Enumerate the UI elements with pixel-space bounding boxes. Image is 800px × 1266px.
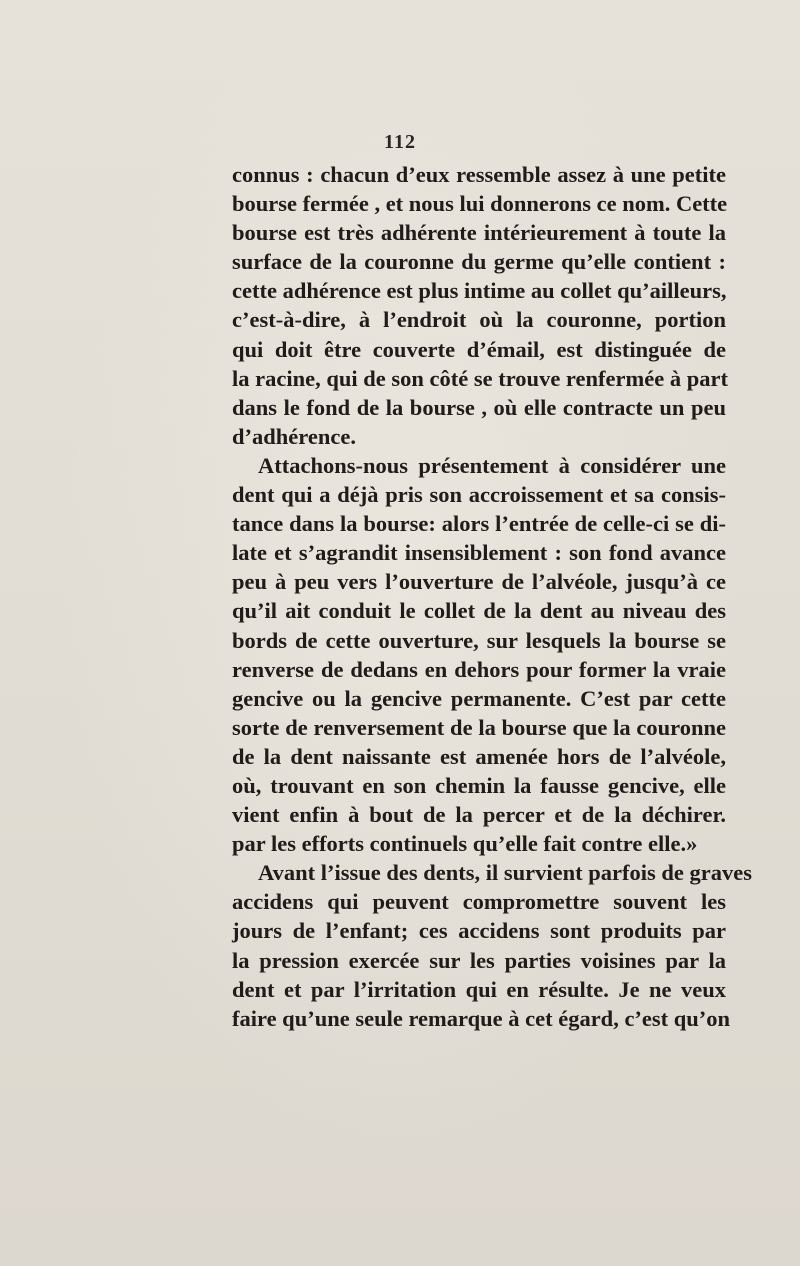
text-line: late et s’agrandit insensiblement : son fond avance (232, 540, 726, 566)
text-line: la pression exercée sur les parties voisines par la (232, 947, 726, 973)
text-line: sorte de renversement de la bourse que la couronne (232, 714, 726, 740)
text-line: Attachons-nous présentement à considérer une (258, 452, 726, 478)
text-line: d’adhérence. (232, 423, 356, 449)
text-line: connus : chacun d’eux ressemble assez à une petite (232, 162, 726, 187)
text-line: peu à peu vers l’ouverture de l’alvéole, jusqu’à ce (232, 569, 726, 595)
text-line: dent qui a déjà pris son accroissement et sa consis- (232, 482, 726, 508)
text-line: vient enfin à bout de la percer et de la déchirer. (232, 802, 726, 828)
text-line: surface de la couronne du germe qu’elle contient : (232, 249, 726, 275)
text-line: c’est-à-dire, à l’endroit où la couronne, portion (232, 307, 726, 333)
text-line: bourse fermée , et nous lui donnerons ce nom. Cette (232, 191, 728, 217)
text-line: de la dent naissante est amenée hors de l’alvéole, (232, 743, 726, 769)
text-line: bords de cette ouverture, sur lesquels la bourse se (232, 627, 726, 653)
text-line: qu’il ait conduit le collet de la dent au niveau des (232, 598, 726, 624)
text-line: Avant l’issue des dents, il survient parfois de graves (258, 860, 752, 886)
text-line: qui doit être couverte d’émail, est distinguée de (232, 336, 726, 362)
text-line: la racine, qui de son côté se trouve renfermée à part (232, 365, 728, 391)
page-number: 112 (384, 131, 416, 153)
text-line: dans le fond de la bourse , où elle contracte un peu (232, 394, 726, 420)
text-line: faire qu’une seule remarque à cet égard, c’est qu’on (232, 1005, 731, 1031)
body-text (232, 160, 752, 1033)
text-line: bourse est très adhérente intérieurement à toute la (232, 220, 726, 246)
text-line: renverse de dedans en dehors pour former la vraie (232, 656, 726, 682)
text-line: où, trouvant en son chemin la fausse gencive, elle (232, 772, 726, 798)
text-line: cette adhérence est plus intime au collet qu’ailleurs, (232, 278, 727, 304)
text-line: accidens qui peuvent compromettre souvent les (232, 889, 726, 915)
text-line: par les efforts continuels qu’elle fait contre elle.» (232, 831, 698, 857)
text-line: gencive ou la gencive permanente. C’est par cette (232, 685, 726, 711)
text-line: tance dans la bourse: alors l’entrée de celle-ci se di- (232, 511, 726, 537)
text-line: dent et par l’irritation qui en résulte. Je ne veux (232, 976, 726, 1002)
text-line: jours de l’enfant; ces accidens sont produits par (232, 918, 726, 944)
